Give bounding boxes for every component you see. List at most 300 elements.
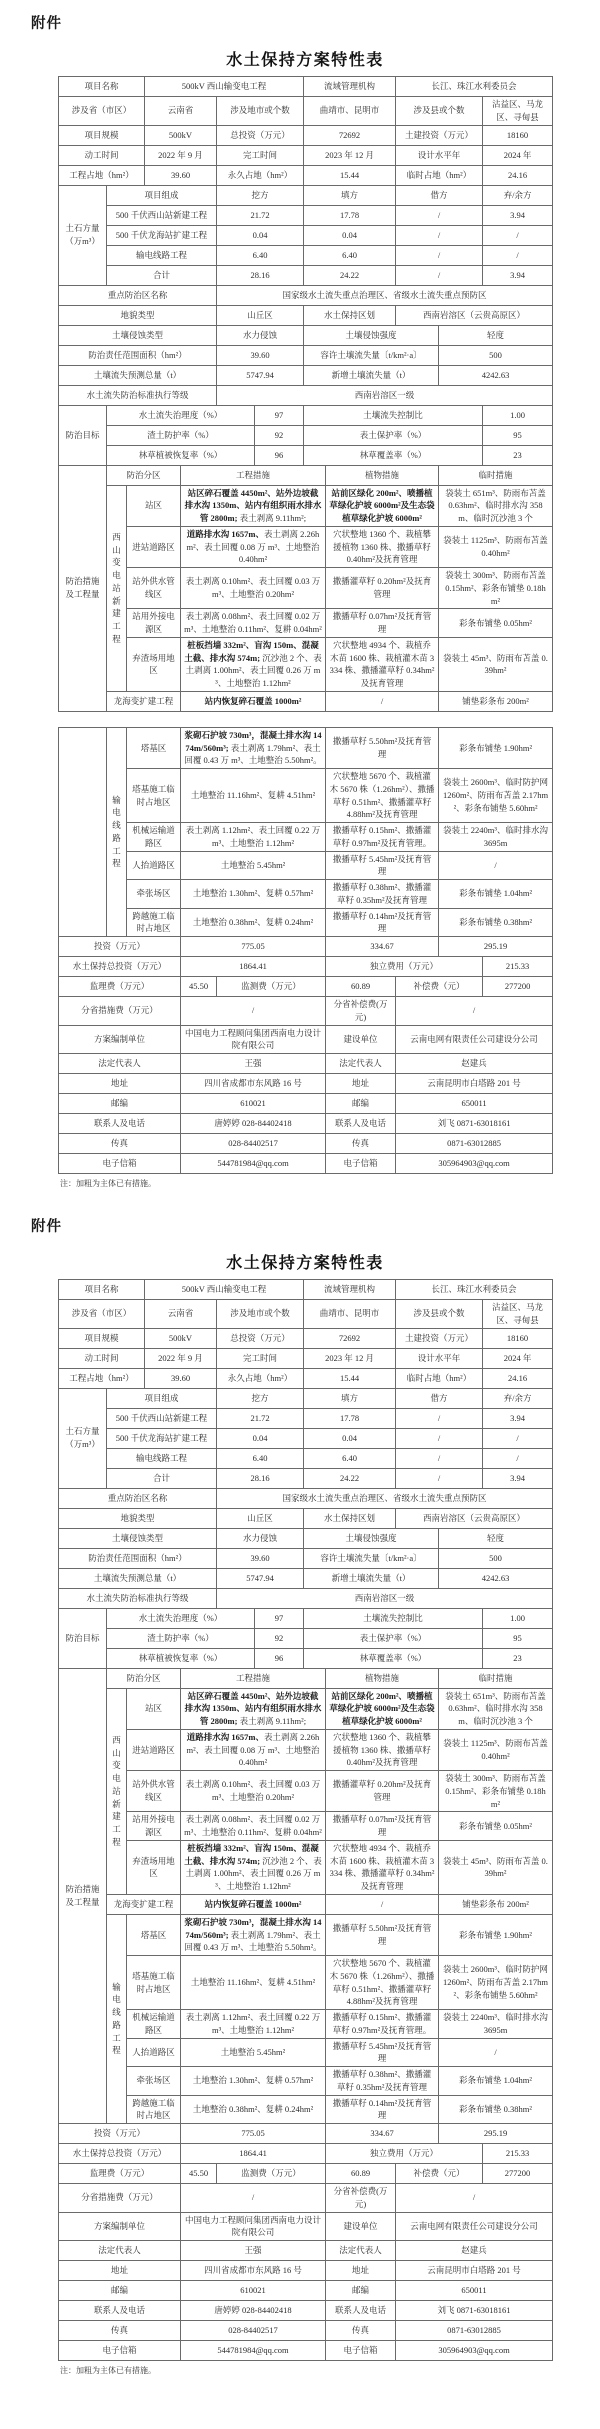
value-cell: 3.94 <box>483 265 553 285</box>
label-cell: 临时占地（hm²） <box>396 1368 483 1388</box>
value-cell: 刘飞 0871-63018161 <box>396 1114 553 1134</box>
label-cell: 独立费用（万元） <box>326 957 483 977</box>
measure-text: 沉沙池 2 个、表土剥离 1.00hm²、表土回覆 0.26 万 m³、土地整治 1.12hm² <box>185 652 322 688</box>
label-cell: 水土流失治理度（%） <box>107 405 255 425</box>
attachment-label: 附件 <box>31 1219 62 1235</box>
value-cell: 云南省 <box>145 97 217 126</box>
temporary-measures-cell: 袋装土 300m³、防雨布苫盖 0.15hm²、彩条布铺垫 0.18hm² <box>439 1771 553 1812</box>
label-cell: 补偿费（元） <box>396 977 483 997</box>
value-cell: 赵建兵 <box>396 2241 553 2261</box>
value-cell: 72692 <box>304 125 396 145</box>
table-row <box>59 1134 553 1154</box>
vertical-label-cell: 输电线路工程 <box>107 1914 127 2123</box>
label-cell: 容许土壤流失量〔t/km²·a〕 <box>304 1548 439 1568</box>
value-cell: 500kV <box>145 1328 217 1348</box>
table-row <box>59 691 553 711</box>
label-cell: 设计水平年 <box>396 1348 483 1368</box>
label-cell: 500 千伏西山站新建工程 <box>107 205 217 225</box>
zone-label-cell: 塔基区 <box>127 1914 181 1955</box>
table-row <box>59 1548 553 1568</box>
value-cell: 215.33 <box>483 2144 553 2164</box>
value-cell: 24.22 <box>304 265 396 285</box>
engineering-measures-cell: 土地整治 5.45hm² <box>181 2038 326 2067</box>
value-cell: 云南省 <box>145 1300 217 1329</box>
label-cell: 水土流失防治标准执行等级 <box>59 1588 217 1608</box>
label-cell: 土壤侵蚀强度 <box>304 325 439 345</box>
temporary-measures-cell: 袋装土 2600m³、临时防护网 1260m²、防雨布苫盖 2.17hm²、彩条布铺垫 5.60hm² <box>439 769 553 823</box>
value-cell: / <box>396 1468 483 1488</box>
label-cell: 涉及县或个数 <box>396 1300 483 1329</box>
value-cell: 215.33 <box>483 957 553 977</box>
plant-measures-cell: 撒播灌草籽 0.20hm²及抚育管理 <box>326 568 439 609</box>
table-row <box>59 1568 553 1588</box>
value-cell: 95 <box>483 425 553 445</box>
table-row <box>59 2067 553 2096</box>
value-cell: 24.22 <box>304 1468 396 1488</box>
table-row <box>59 1154 553 1174</box>
label-cell: 法定代表人 <box>59 1054 181 1074</box>
page-break-gap <box>58 712 552 727</box>
label-cell: 项目名称 <box>59 77 145 97</box>
temporary-measures-cell: 袋装土 651m³、防雨布苫盖 0.63hm²、临时排水沟 358m、临时沉沙池 3 个 <box>439 1688 553 1729</box>
table-row <box>59 2124 553 2144</box>
table-row <box>59 1648 553 1668</box>
label-cell: 涉及地市或个数 <box>217 1300 304 1329</box>
zone-label-cell: 站用外接电源区 <box>127 1812 181 1841</box>
zone-label-cell: 牵张场区 <box>127 2067 181 2096</box>
engineering-measures-cell: 土地整治 0.38hm²、复耕 0.24hm² <box>181 2095 326 2124</box>
measure-text: 沉沙池 2 个、表土剥离 1.00hm²、表土回覆 0.26 万 m³、土地整治 1.12hm² <box>185 1855 322 1891</box>
table-row <box>59 465 553 485</box>
label-cell: 动工时间 <box>59 1348 145 1368</box>
vertical-label-cell: 防治目标 <box>59 405 107 465</box>
label-cell: 分省补偿费(万元) <box>326 997 396 1026</box>
column-header-cell: 填方 <box>304 1388 396 1408</box>
plant-measures-cell: 撒播草籽 0.15hm²、撒播灌草籽 0.97hm²及抚育管理。 <box>326 823 439 852</box>
value-cell: / <box>483 245 553 265</box>
value-cell: 39.60 <box>217 345 304 365</box>
label-cell: 防治责任范围面积（hm²） <box>59 1548 217 1568</box>
temporary-measures-cell: 彩条布铺垫 0.05hm² <box>439 609 553 638</box>
value-cell: 295.19 <box>439 2124 553 2144</box>
label-cell: 水土保持区划 <box>304 1508 396 1528</box>
temporary-measures-cell: 袋装土 300m³、防雨布苫盖 0.15hm²、彩条布铺垫 0.18hm² <box>439 568 553 609</box>
label-cell: 500 千伏龙海站扩建工程 <box>107 1428 217 1448</box>
table-row <box>59 285 553 305</box>
table-row <box>59 305 553 325</box>
label-cell: 联系人及电话 <box>326 1114 396 1134</box>
temporary-measures-cell: 彩条布铺垫 0.05hm² <box>439 1812 553 1841</box>
plant-measures-cell: 撒播草籽 0.14hm²及抚育管理 <box>326 908 439 937</box>
temporary-measures-cell: 彩条布铺垫 1.90hm² <box>439 1914 553 1955</box>
table-row <box>59 1114 553 1134</box>
table-row <box>59 1328 553 1348</box>
label-cell: 水土保持总投资（万元） <box>59 957 181 977</box>
label-cell: 电子信箱 <box>59 1154 181 1174</box>
value-cell: 曲靖市、昆明市 <box>304 1300 396 1329</box>
temporary-measures-cell: 袋装土 1125m³、防雨布苫盖 0.40hm² <box>439 526 553 567</box>
label-cell: 邮编 <box>326 2281 396 2301</box>
value-cell: 18160 <box>483 1328 553 1348</box>
value-cell: 97 <box>255 1608 304 1628</box>
label-cell: 电子信箱 <box>59 2341 181 2361</box>
value-cell: 96 <box>255 445 304 465</box>
column-header-cell: 借方 <box>396 185 483 205</box>
label-cell: 水土流失防治标准执行等级 <box>59 385 217 405</box>
characteristics-table-part-b <box>58 727 552 1174</box>
value-cell: 长江、珠江水利委员会 <box>396 77 553 97</box>
plant-measures-cell: 撒播灌草籽 0.20hm²及抚育管理 <box>326 1771 439 1812</box>
label-cell: 工程占地（hm²） <box>59 165 145 185</box>
value-cell: 曲靖市、昆明市 <box>304 97 396 126</box>
table-row <box>59 425 553 445</box>
value-cell: 5747.94 <box>217 1568 304 1588</box>
engineering-measures-cell: 土地整治 5.45hm² <box>181 851 326 880</box>
label-cell: 联系人及电话 <box>59 1114 181 1134</box>
zone-label-cell: 跨越施工临时占地区 <box>127 2095 181 2124</box>
vertical-label-cell: 防治目标 <box>59 1608 107 1668</box>
value-cell: 西南岩溶区一级 <box>217 385 553 405</box>
temporary-measures-cell: 袋装土 45m³、防雨布苫盖 0.39hm² <box>439 1840 553 1894</box>
table-row <box>59 185 553 205</box>
value-cell: 1864.41 <box>181 2144 326 2164</box>
page-title: 水土保持方案特性表 <box>226 1255 384 1272</box>
engineering-measures-cell <box>181 1688 326 1729</box>
label-cell: 动工时间 <box>59 145 145 165</box>
label-cell: 表土保护率（%） <box>304 425 483 445</box>
table-row <box>59 1508 553 1528</box>
table-row <box>59 851 553 880</box>
measure-text: 表土剥离 2.26hm²、表土回覆 0.08 万 m³、土地整治 0.40hm² <box>186 1731 320 1768</box>
engineering-measures-cell: 表土剥离 0.10hm²、表土回覆 0.03 万 m³、土地整治 0.20hm² <box>181 1771 326 1812</box>
value-cell: 21.72 <box>217 1408 304 1428</box>
value-cell: 610021 <box>181 2281 326 2301</box>
column-header-cell: 工程措施 <box>181 1668 326 1688</box>
label-cell: 邮编 <box>59 1094 181 1114</box>
zone-label-cell: 站区 <box>127 485 181 526</box>
value-cell: 沾益区、马龙区、寻甸县 <box>483 1300 553 1329</box>
characteristics-table-part-a <box>58 76 552 712</box>
value-cell: / <box>483 225 553 245</box>
value-cell: 4242.63 <box>439 1568 553 1588</box>
engineering-measures-cell <box>181 637 326 691</box>
label-cell: 地址 <box>59 2261 181 2281</box>
plant-measures-cell: 穴状整地 5670 个、栽植灌木 5670 株（1.26hm²）、撒播草籽 0.51hm²、撒播灌草籽 4.88hm²及抚育管理 <box>326 1956 439 2010</box>
value-cell: 云南电网有限责任公司建设分公司 <box>396 2212 553 2241</box>
label-cell: 涉及地市或个数 <box>217 97 304 126</box>
group-label-cell: 龙海变扩建工程 <box>107 691 181 711</box>
label-cell: 传真 <box>326 1134 396 1154</box>
column-header-cell: 临时措施 <box>439 1668 553 1688</box>
value-cell: 92 <box>255 425 304 445</box>
label-cell: 渣土防护率（%） <box>107 1628 255 1648</box>
existing-measure-text: 浆砌石护坡 730m³，混凝土排水沟 1474m/560m³; <box>184 1916 322 1940</box>
table-row <box>59 1771 553 1812</box>
label-cell: 电子信箱 <box>326 2341 396 2361</box>
label-cell: 监测费（万元） <box>217 2164 326 2184</box>
table-row <box>59 165 553 185</box>
value-cell: 山丘区 <box>217 1508 304 1528</box>
zone-label-cell: 机械运输道路区 <box>127 823 181 852</box>
value-cell: 500 <box>439 1548 553 1568</box>
value-cell: 0871-63012885 <box>396 1134 553 1154</box>
zone-label-cell: 站用外接电源区 <box>127 609 181 638</box>
table-note: 注：加粗为主体已有措施。 <box>60 2366 156 2375</box>
label-cell: 分省措施费（万元） <box>59 997 181 1026</box>
table-row <box>59 997 553 1026</box>
value-cell: 3.94 <box>483 1408 553 1428</box>
label-cell: 监理费（万元） <box>59 977 181 997</box>
value-cell: 544781984@qq.com <box>181 2341 326 2361</box>
existing-measure-text: 站区碎石覆盖 4450m²、站外边坡截排水沟 1350m、站内有组织雨水排水管 2800m; <box>184 487 322 523</box>
value-cell: 轻度 <box>439 325 553 345</box>
label-cell: 投资（万元） <box>59 2124 181 2144</box>
plant-measures-cell: 穴状整地 4934 个、栽植乔木苗 1600 株、栽植灌木苗 3334 株、撒播灌草籽 0.34hm²及抚育管理 <box>326 637 439 691</box>
value-cell: 96 <box>255 1648 304 1668</box>
table-row <box>59 145 553 165</box>
value-cell: 97 <box>255 405 304 425</box>
label-cell: 林草植被恢复率（%） <box>107 1648 255 1668</box>
value-cell: 赵建兵 <box>396 1054 553 1074</box>
empty-spacer-cell <box>59 727 107 936</box>
label-cell: 新增土壤流失量（t） <box>304 1568 439 1588</box>
existing-measure-text: 站内恢复碎石覆盖 1000m² <box>204 1898 302 1909</box>
label-cell: 建设单位 <box>326 2212 396 2241</box>
label-cell: 方案编制单位 <box>59 2212 181 2241</box>
label-cell: 传真 <box>59 2321 181 2341</box>
existing-measure-text: 道路排水沟 1657m、 <box>186 528 264 539</box>
value-cell: 王强 <box>181 1054 326 1074</box>
label-cell: 地址 <box>59 1074 181 1094</box>
table-row <box>59 405 553 425</box>
label-cell: 邮编 <box>59 2281 181 2301</box>
value-cell: 西南岩溶区一级 <box>217 1588 553 1608</box>
label-cell: 项目规模 <box>59 125 145 145</box>
value-cell: 28.16 <box>217 265 304 285</box>
label-cell: 防治责任范围面积（hm²） <box>59 345 217 365</box>
value-cell: 72692 <box>304 1328 396 1348</box>
zone-label-cell: 机械运输道路区 <box>127 2010 181 2039</box>
plant-measures-cell: 撒播草籽 0.07hm²及抚育管理 <box>326 609 439 638</box>
label-cell: 水土保持区划 <box>304 305 396 325</box>
table-row <box>59 526 553 567</box>
plant-measures-cell: 穴状整地 1360 个、栽植攀援植物 1360 株、撒播草籽 0.40hm²及抚育管理 <box>326 526 439 567</box>
value-cell: 28.16 <box>217 1468 304 1488</box>
plant-measures-cell: 撒播草籽 0.15hm²、撒播灌草籽 0.97hm²及抚育管理。 <box>326 2010 439 2039</box>
plant-measures-cell: 撒播草籽 5.50hm²及抚育管理 <box>326 1914 439 1955</box>
table-row <box>59 365 553 385</box>
table-row <box>59 977 553 997</box>
table-row <box>59 937 553 957</box>
table-row <box>59 1688 553 1729</box>
column-header-cell: 临时措施 <box>439 465 553 485</box>
label-cell: 方案编制单位 <box>59 1025 181 1054</box>
table-row <box>59 2144 553 2164</box>
value-cell: 中国电力工程顾问集团西南电力设计院有限公司 <box>181 2212 326 2241</box>
label-cell: 流域管理机构 <box>304 1280 396 1300</box>
value-cell: 轻度 <box>439 1528 553 1548</box>
temporary-measures-cell: 铺垫彩条布 200m² <box>439 691 553 711</box>
table-row <box>59 1588 553 1608</box>
value-cell: 610021 <box>181 1094 326 1114</box>
value-cell: / <box>483 1428 553 1448</box>
value-cell: 唐婷婷 028-84402418 <box>181 2301 326 2321</box>
engineering-measures-cell: 土地整治 11.16hm²、复耕 4.51hm² <box>181 769 326 823</box>
value-cell: 39.60 <box>145 165 217 185</box>
zone-label-cell: 进站道路区 <box>127 526 181 567</box>
label-cell: 项目规模 <box>59 1328 145 1348</box>
value-cell: / <box>483 1448 553 1468</box>
plant-measures-cell: 撒播草籽 5.45hm²及抚育管理 <box>326 851 439 880</box>
value-cell: 305964903@qq.com <box>396 1154 553 1174</box>
value-cell: 45.50 <box>181 2164 217 2184</box>
value-cell: 2024 年 <box>483 145 553 165</box>
zone-label-cell: 塔基施工临时占地区 <box>127 1956 181 2010</box>
measure-text: 表土剥离 2.26hm²、表土回覆 0.08 万 m³、土地整治 0.40hm² <box>186 528 320 565</box>
value-cell: 60.89 <box>326 977 396 997</box>
zone-label-cell: 人抬道路区 <box>127 851 181 880</box>
value-cell: 39.60 <box>217 1548 304 1568</box>
plant-measures-cell: 穴状整地 1360 个、栽植攀援植物 1360 株、撒播草籽 0.40hm²及抚育管理 <box>326 1729 439 1770</box>
vertical-label-cell: 输电线路工程 <box>107 727 127 936</box>
label-cell: 法定代表人 <box>326 1054 396 1074</box>
table-row <box>59 205 553 225</box>
label-cell: 设计水平年 <box>396 145 483 165</box>
vertical-label-cell: 西山变电站新建工程 <box>107 1688 127 1894</box>
value-cell: 1864.41 <box>181 957 326 977</box>
value-cell: 沾益区、马龙区、寻甸县 <box>483 97 553 126</box>
table-row <box>59 1668 553 1688</box>
engineering-measures-cell: 表土剥离 1.12hm²、表土回覆 0.22 万 m³、土地整治 1.12hm² <box>181 2010 326 2039</box>
table-row <box>59 385 553 405</box>
label-cell: 建设单位 <box>326 1025 396 1054</box>
value-cell: 775.05 <box>181 2124 326 2144</box>
column-header-cell: 项目组成 <box>107 185 217 205</box>
label-cell: 土壤流失预测总量（t） <box>59 1568 217 1588</box>
label-cell: 土壤侵蚀强度 <box>304 1528 439 1548</box>
existing-measure-text: 站前区绿化 200m²、喷播植草绿化护坡 6000m²及生态袋植草绿化护坡 6000m² <box>329 1690 435 1726</box>
table-row <box>59 2301 553 2321</box>
engineering-measures-cell <box>181 485 326 526</box>
value-cell: 云南昆明市白塔路 201 号 <box>396 1074 553 1094</box>
label-cell: 临时占地（hm²） <box>396 165 483 185</box>
table-row <box>59 1368 553 1388</box>
measure-text: 表土剥离 9.11hm²; <box>237 513 307 523</box>
plant-measures-cell: 穴状整地 4934 个、栽植乔木苗 1600 株、栽植灌木苗 3334 株、撒播灌草籽 0.34hm²及抚育管理 <box>326 1840 439 1894</box>
value-cell: 云南昆明市白塔路 201 号 <box>396 2261 553 2281</box>
value-cell: 2022 年 9 月 <box>145 1348 217 1368</box>
value-cell: 0871-63012885 <box>396 2321 553 2341</box>
measure-text: 表土剥离 1.79hm²、表土回覆 0.43 万 m³、土地整治 5.50hm²。 <box>184 742 322 766</box>
value-cell: 6.40 <box>304 1448 396 1468</box>
engineering-measures-cell: 表土剥离 0.08hm²、表土回覆 0.02 万 m³、土地整治 0.11hm²、复耕 0.04hm² <box>181 1812 326 1841</box>
temporary-measures-cell: 袋装土 45m³、防雨布苫盖 0.39hm² <box>439 637 553 691</box>
label-cell: 容许土壤流失量〔t/km²·a〕 <box>304 345 439 365</box>
engineering-measures-cell: 土地整治 11.16hm²、复耕 4.51hm² <box>181 1956 326 2010</box>
table-row <box>59 1729 553 1770</box>
table-row <box>59 1608 553 1628</box>
label-cell: 总投资（万元） <box>217 1328 304 1348</box>
value-cell: 0.04 <box>217 1428 304 1448</box>
label-cell: 传真 <box>59 1134 181 1154</box>
table-row <box>59 1074 553 1094</box>
value-cell: 国家级水土流失重点治理区、省级水土流失重点预防区 <box>217 1488 553 1508</box>
measure-text: 表土剥离 9.11hm²; <box>237 1716 307 1726</box>
value-cell: 95 <box>483 1628 553 1648</box>
table-row <box>59 1812 553 1841</box>
table-row <box>59 1468 553 1488</box>
value-cell: 刘飞 0871-63018161 <box>396 2301 553 2321</box>
label-cell: 联系人及电话 <box>326 2301 396 2321</box>
table-row <box>59 1448 553 1468</box>
value-cell: 2023 年 12 月 <box>304 1348 396 1368</box>
existing-measure-text: 站前区绿化 200m²、喷播植草绿化护坡 6000m²及生态袋植草绿化护坡 6000m² <box>329 487 435 523</box>
label-cell: 土壤流失控制比 <box>304 1608 483 1628</box>
value-cell: / <box>396 245 483 265</box>
engineering-measures-cell <box>181 1840 326 1894</box>
existing-measure-text: 桩板挡墙 332m²、盲沟 150m、混凝土截、排水沟 574m; <box>184 639 319 663</box>
label-cell: 法定代表人 <box>59 2241 181 2261</box>
existing-measure-text: 桩板挡墙 332m²、盲沟 150m、混凝土截、排水沟 574m; <box>184 1842 319 1866</box>
label-cell: 500 千伏西山站新建工程 <box>107 1408 217 1428</box>
value-cell: 4242.63 <box>439 365 553 385</box>
label-cell: 邮编 <box>326 1094 396 1114</box>
label-cell: 流域管理机构 <box>304 77 396 97</box>
label-cell: 永久占地（hm²） <box>217 165 304 185</box>
plant-measures-cell: 撒播草籽 0.38hm²、撒播灌草籽 0.35hm²及抚育管理 <box>326 2067 439 2096</box>
value-cell: 水力侵蚀 <box>217 325 304 345</box>
table-row <box>59 2038 553 2067</box>
value-cell: 西南岩溶区（云贵高原区） <box>396 1508 553 1528</box>
label-cell: 完工时间 <box>217 1348 304 1368</box>
temporary-measures-cell: 袋装土 1125m³、防雨布苫盖 0.40hm² <box>439 1729 553 1770</box>
table-row <box>59 2261 553 2281</box>
temporary-measures-cell: 彩条布铺垫 1.04hm² <box>439 2067 553 2096</box>
label-cell: 监理费（万元） <box>59 2164 181 2184</box>
label-cell: 土壤流失控制比 <box>304 405 483 425</box>
table-row <box>59 1488 553 1508</box>
label-cell: 涉及省（市区） <box>59 97 145 126</box>
zone-label-cell: 塔基施工临时占地区 <box>127 769 181 823</box>
value-cell: / <box>396 1408 483 1428</box>
label-cell: 水土保持总投资（万元） <box>59 2144 181 2164</box>
value-cell: 四川省成都市东风路 16 号 <box>181 1074 326 1094</box>
table-row <box>59 1956 553 2010</box>
vertical-label-cell: 防治措施及工程量 <box>59 465 107 711</box>
value-cell: 2023 年 12 月 <box>304 145 396 165</box>
zone-label-cell: 跨越施工临时占地区 <box>127 908 181 937</box>
table-row <box>59 769 553 823</box>
column-header-cell: 借方 <box>396 1388 483 1408</box>
plant-measures-cell: 撒播草籽 0.07hm²及抚育管理 <box>326 1812 439 1841</box>
table-row <box>59 345 553 365</box>
table-row <box>59 2164 553 2184</box>
column-header-cell: 植物措施 <box>326 465 439 485</box>
value-cell: 334.67 <box>326 937 439 957</box>
label-cell: 林草覆盖率（%） <box>304 445 483 465</box>
plant-measures-cell: 撒播草籽 0.14hm²及抚育管理 <box>326 2095 439 2124</box>
temporary-measures-cell: 铺垫彩条布 200m² <box>439 1894 553 1914</box>
label-cell: 项目名称 <box>59 1280 145 1300</box>
label-cell: 土壤侵蚀类型 <box>59 1528 217 1548</box>
page-title: 水土保持方案特性表 <box>226 52 384 69</box>
temporary-measures-cell: 彩条布铺垫 0.38hm² <box>439 908 553 937</box>
table-row <box>59 823 553 852</box>
value-cell: / <box>396 1428 483 1448</box>
value-cell: 45.50 <box>181 977 217 997</box>
label-cell: 联系人及电话 <box>59 2301 181 2321</box>
value-cell: 0.04 <box>304 1428 396 1448</box>
